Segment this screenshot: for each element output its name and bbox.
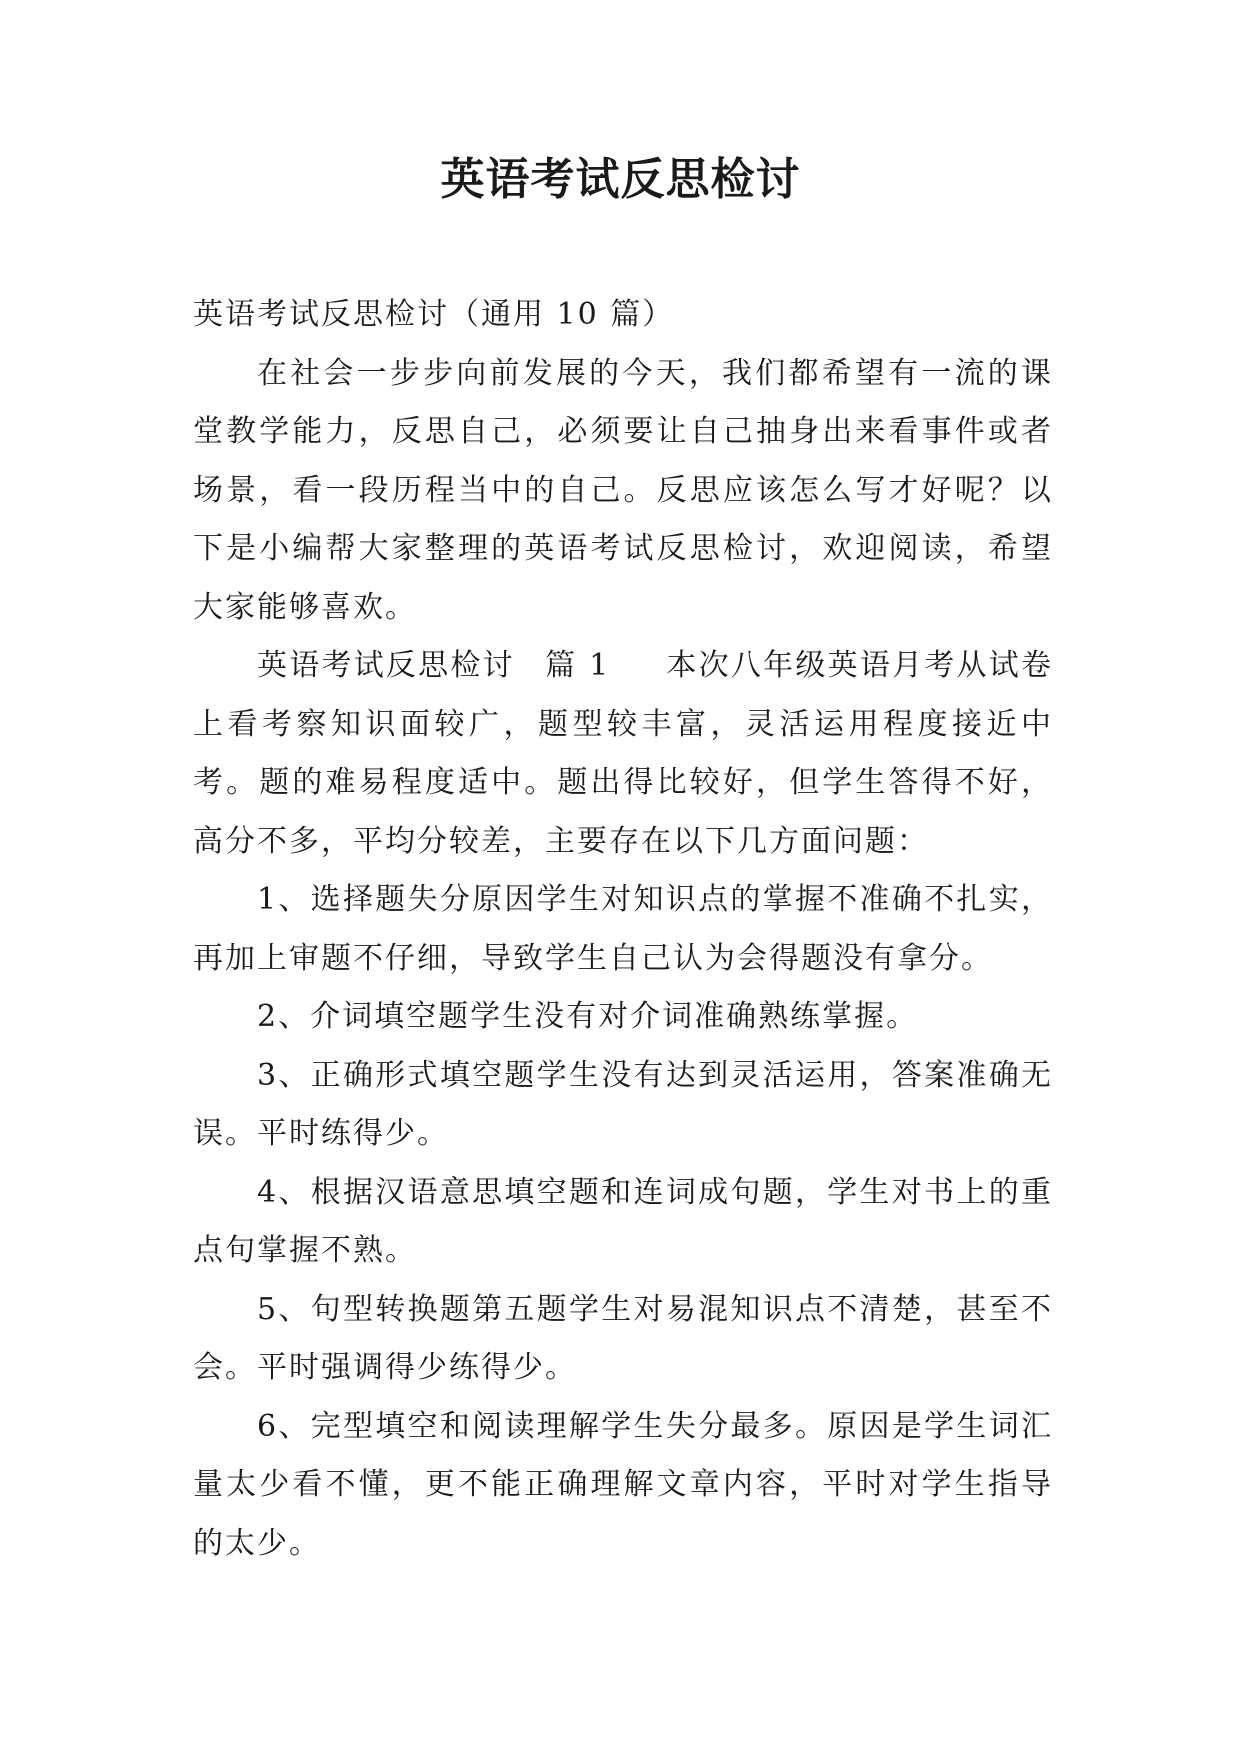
section-1-label: 篇 1 [544, 648, 611, 683]
document-body [193, 286, 1053, 1573]
list-item: 4、根据汉语意思填空题和连词成句题，学生对书上的重点句掌握不熟。 [193, 1174, 1053, 1268]
section-1-text: 本次八年级英语月考从试卷上看考察知识面较广，题型较丰富，灵活运用程度接近中考。题的难易程度适中。题出得比较好，但学生答得不好，高分不多，平均分较差，主要存在以下几方面问题： [193, 648, 1054, 859]
section-1-heading: 英语考试反思检讨 [257, 648, 515, 683]
document-subtitle: 英语考试反思检讨（通用 10 篇） [193, 297, 675, 332]
intro-paragraph: 在社会一步步向前发展的今天，我们都希望有一流的课堂教学能力，反思自己，必须要让自己抽身出来看事件或者场景，看一段历程当中的自己。反思应该怎么写才好呢？以下是小编帮大家整理的英语考试反思检讨，欢迎阅读，希望大家能够喜欢。 [193, 355, 1053, 625]
document-title: 英语考试反思检讨 [440, 154, 801, 205]
section-1-paragraph [193, 637, 1053, 871]
list-item: 2、介词填空题学生没有对介词准确熟练掌握。 [257, 999, 919, 1034]
list-item: 3、正确形式填空题学生没有达到灵活运用，答案准确无误。平时练得少。 [193, 1057, 1053, 1151]
list-item: 1、选择题失分原因学生对知识点的掌握不准确不扎实，再加上审题不仔细，导致学生自己认为会得题没有拿分。 [193, 882, 1053, 976]
list-item: 5、句型转换题第五题学生对易混知识点不清楚，甚至不会。平时强调得少练得少。 [193, 1291, 1053, 1385]
list-item: 6、完型填空和阅读理解学生失分最多。原因是学生词汇量太少看不懂，更不能正确理解文章内容，平时对学生指导的太少。 [193, 1408, 1053, 1561]
